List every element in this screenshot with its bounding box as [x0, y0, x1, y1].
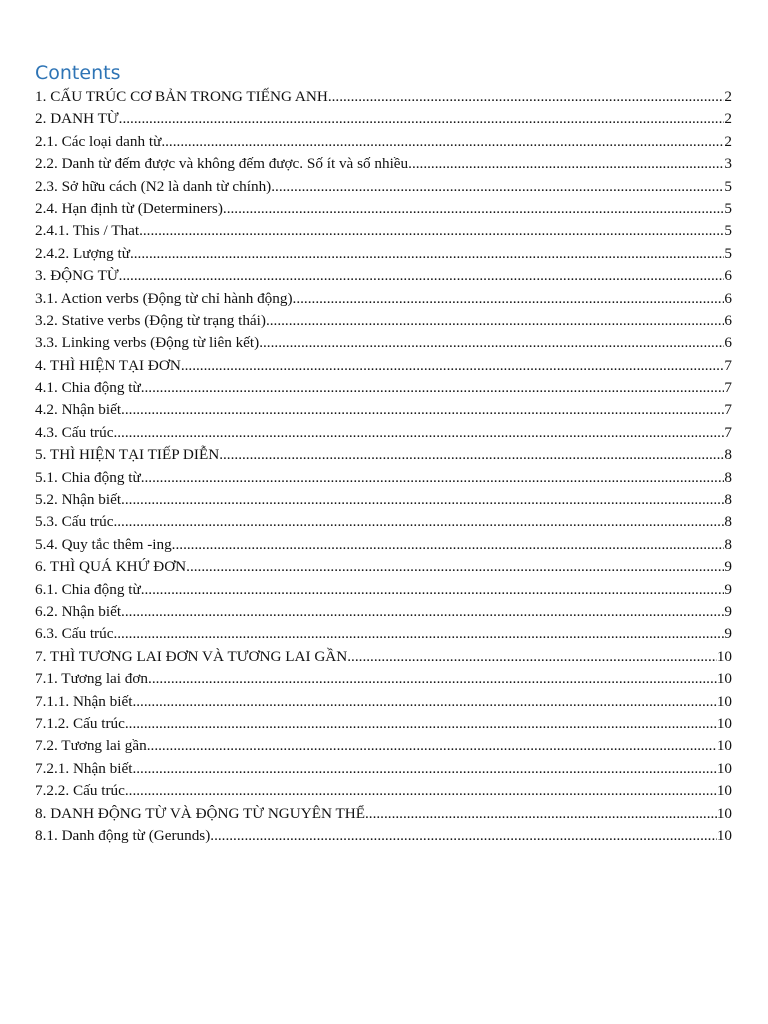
toc-entry[interactable]: [35, 601, 732, 623]
toc-dot-leader: [347, 646, 717, 668]
toc-entry[interactable]: [35, 399, 732, 421]
toc-entry[interactable]: [35, 735, 732, 757]
document-page: [35, 60, 732, 847]
toc-entry-page-number: 9: [724, 602, 732, 620]
toc-entry-page-number: 7: [724, 356, 732, 374]
toc-entry-title: 4.1. Chia động từ: [35, 379, 141, 397]
toc-entry-title: 4.2. Nhận biết: [35, 401, 122, 419]
toc-entry-page-number: 7: [724, 401, 732, 419]
toc-list: [35, 86, 732, 847]
toc-entry-page-number: 10: [716, 782, 732, 800]
toc-entry[interactable]: [35, 377, 732, 399]
toc-entry-page-number: 10: [716, 714, 732, 732]
toc-entry-title: 5.4. Quy tắc thêm -ing: [35, 535, 172, 553]
toc-entry-title: 1. CẤU TRÚC CƠ BẢN TRONG TIẾNG ANH: [35, 88, 328, 105]
toc-dot-leader: [141, 579, 725, 601]
toc-entry[interactable]: [35, 444, 732, 466]
toc-entry[interactable]: [35, 556, 732, 578]
toc-dot-leader: [130, 243, 724, 265]
toc-entry-title: 6.2. Nhận biết: [35, 602, 122, 620]
toc-entry-title: 7.2.2. Cấu trúc: [35, 782, 125, 800]
toc-entry-page-number: 5: [724, 199, 732, 217]
toc-entry[interactable]: [35, 668, 732, 690]
toc-entry-page-number: 5: [724, 244, 732, 262]
toc-entry-title: 4.3. Cấu trúc: [35, 423, 114, 441]
toc-entry-page-number: 8: [724, 535, 732, 553]
toc-dot-leader: [113, 623, 724, 645]
toc-dot-leader: [119, 265, 725, 287]
toc-entry[interactable]: [35, 153, 732, 175]
toc-entry[interactable]: [35, 332, 732, 354]
toc-dot-leader: [139, 220, 724, 242]
toc-entry-page-number: 9: [724, 580, 732, 598]
toc-entry[interactable]: [35, 86, 732, 108]
toc-entry-page-number: 3: [724, 155, 732, 173]
toc-entry-title: 3.2. Stative verbs (Động từ trạng thái): [35, 311, 266, 329]
toc-entry-page-number: 6: [724, 311, 732, 329]
toc-entry-title: 7.1.2. Cấu trúc: [35, 714, 125, 732]
toc-dot-leader: [113, 422, 724, 444]
toc-entry[interactable]: [35, 198, 732, 220]
toc-entry[interactable]: [35, 489, 732, 511]
toc-entry[interactable]: [35, 534, 732, 556]
toc-entry-title: 2.4.1. This / That: [35, 222, 140, 240]
toc-dot-leader: [132, 758, 716, 780]
toc-dot-leader: [125, 713, 717, 735]
toc-heading: Contents: [35, 62, 121, 84]
toc-entry[interactable]: [35, 108, 732, 130]
toc-entry[interactable]: [35, 355, 732, 377]
toc-dot-leader: [186, 556, 724, 578]
toc-entry[interactable]: [35, 243, 732, 265]
toc-entry-title: 7.1. Tương lai đơn: [35, 670, 149, 688]
toc-entry-page-number: 10: [716, 692, 732, 710]
toc-entry-page-number: 9: [724, 625, 732, 643]
toc-entry-page-number: 10: [716, 759, 732, 777]
toc-dot-leader: [259, 332, 724, 354]
toc-entry-title: 7.2.1. Nhận biết: [35, 759, 133, 777]
toc-entry-title: 2.2. Danh từ đếm được và không đếm được. Số ít và số nhiều: [35, 155, 409, 173]
toc-entry-page-number: 9: [724, 558, 732, 576]
toc-entry[interactable]: [35, 691, 732, 713]
toc-dot-leader: [121, 489, 724, 511]
toc-dot-leader: [210, 825, 717, 847]
toc-entry[interactable]: [35, 623, 732, 645]
toc-entry-page-number: 8: [724, 491, 732, 509]
toc-entry-title: 4. THÌ HIỆN TẠI ĐƠN: [35, 356, 181, 374]
toc-entry[interactable]: [35, 646, 732, 668]
toc-dot-leader: [408, 153, 724, 175]
toc-dot-leader: [293, 288, 725, 310]
toc-entry-title: 2.1. Các loại danh từ: [35, 132, 162, 150]
toc-entry[interactable]: [35, 288, 732, 310]
toc-entry[interactable]: [35, 579, 732, 601]
toc-dot-leader: [266, 310, 724, 332]
toc-dot-leader: [219, 444, 724, 466]
toc-entry[interactable]: [35, 310, 732, 332]
toc-entry[interactable]: [35, 220, 732, 242]
toc-entry-title: 6.3. Cấu trúc: [35, 625, 114, 643]
toc-entry-title: 5.1. Chia động từ: [35, 468, 141, 486]
toc-entry-title: 2.4. Hạn định từ (Determiners): [35, 199, 223, 217]
toc-entry-page-number: 7: [724, 423, 732, 441]
toc-entry-page-number: 5: [724, 222, 732, 240]
toc-entry-page-number: 6: [724, 334, 732, 352]
toc-entry[interactable]: [35, 780, 732, 802]
toc-dot-leader: [271, 176, 724, 198]
toc-dot-leader: [141, 377, 725, 399]
toc-entry-title: 2.4.2. Lượng từ: [35, 244, 130, 262]
toc-entry-title: 7.1.1. Nhận biết: [35, 692, 133, 710]
toc-entry-page-number: 2: [724, 110, 732, 128]
toc-dot-leader: [148, 668, 717, 690]
toc-dot-leader: [132, 691, 716, 713]
toc-entry-page-number: 10: [716, 826, 732, 844]
toc-entry-page-number: 10: [716, 647, 732, 665]
toc-entry-title: 5.3. Cấu trúc: [35, 513, 114, 531]
toc-entry-page-number: 2: [724, 132, 732, 150]
toc-entry-title: 3.3. Linking verbs (Động từ liên kết): [35, 334, 260, 352]
toc-dot-leader: [119, 108, 725, 130]
toc-entry-page-number: 8: [724, 468, 732, 486]
toc-entry-page-number: 8: [724, 446, 732, 464]
toc-dot-leader: [121, 399, 724, 421]
toc-dot-leader: [223, 198, 725, 220]
toc-entry[interactable]: [35, 825, 732, 847]
toc-entry-page-number: 10: [716, 670, 732, 688]
toc-entry-page-number: 2: [724, 88, 732, 105]
toc-entry-title: 8. DANH ĐỘNG TỪ VÀ ĐỘNG TỪ NGUYÊN THỂ: [35, 804, 365, 822]
toc-entry-page-number: 6: [724, 289, 732, 307]
toc-entry-title: 6. THÌ QUÁ KHỨ ĐƠN: [35, 558, 187, 576]
toc-entry-title: 5.2. Nhận biết: [35, 491, 122, 509]
toc-dot-leader: [141, 467, 725, 489]
toc-entry-page-number: 5: [724, 177, 732, 195]
toc-entry-title: 7.2. Tương lai gần: [35, 737, 147, 755]
toc-dot-leader: [147, 735, 717, 757]
toc-entry-page-number: 8: [724, 513, 732, 531]
toc-entry-page-number: 7: [724, 379, 732, 397]
toc-dot-leader: [181, 355, 725, 377]
toc-entry[interactable]: [35, 511, 732, 533]
toc-entry[interactable]: [35, 467, 732, 489]
toc-dot-leader: [328, 86, 725, 108]
toc-entry[interactable]: [35, 758, 732, 780]
toc-entry[interactable]: [35, 131, 732, 153]
toc-dot-leader: [113, 511, 724, 533]
toc-entry-title: 7. THÌ TƯƠNG LAI ĐƠN VÀ TƯƠNG LAI GẦN: [35, 647, 348, 665]
toc-entry-page-number: 6: [724, 267, 732, 285]
toc-entry-page-number: 10: [716, 737, 732, 755]
toc-entry-title: 5. THÌ HIỆN TẠI TIẾP DIỄN: [35, 446, 220, 464]
toc-dot-leader: [172, 534, 725, 556]
toc-entry[interactable]: [35, 803, 732, 825]
toc-entry[interactable]: [35, 422, 732, 444]
toc-dot-leader: [121, 601, 724, 623]
toc-entry[interactable]: [35, 713, 732, 735]
toc-dot-leader: [161, 131, 724, 153]
toc-entry[interactable]: [35, 265, 732, 287]
toc-entry-title: 8.1. Danh động từ (Gerunds): [35, 826, 211, 844]
toc-dot-leader: [125, 780, 717, 802]
toc-entry-title: 3.1. Action verbs (Động từ chỉ hành động): [35, 289, 293, 307]
toc-entry-title: 2.3. Sở hữu cách (N2 là danh từ chính): [35, 177, 272, 195]
toc-entry-page-number: 10: [716, 804, 732, 822]
toc-entry[interactable]: [35, 176, 732, 198]
toc-dot-leader: [365, 803, 717, 825]
toc-entry-title: 3. ĐỘNG TỪ: [35, 267, 119, 285]
toc-entry-title: 2. DANH TỪ: [35, 110, 119, 128]
toc-entry-title: 6.1. Chia động từ: [35, 580, 141, 598]
